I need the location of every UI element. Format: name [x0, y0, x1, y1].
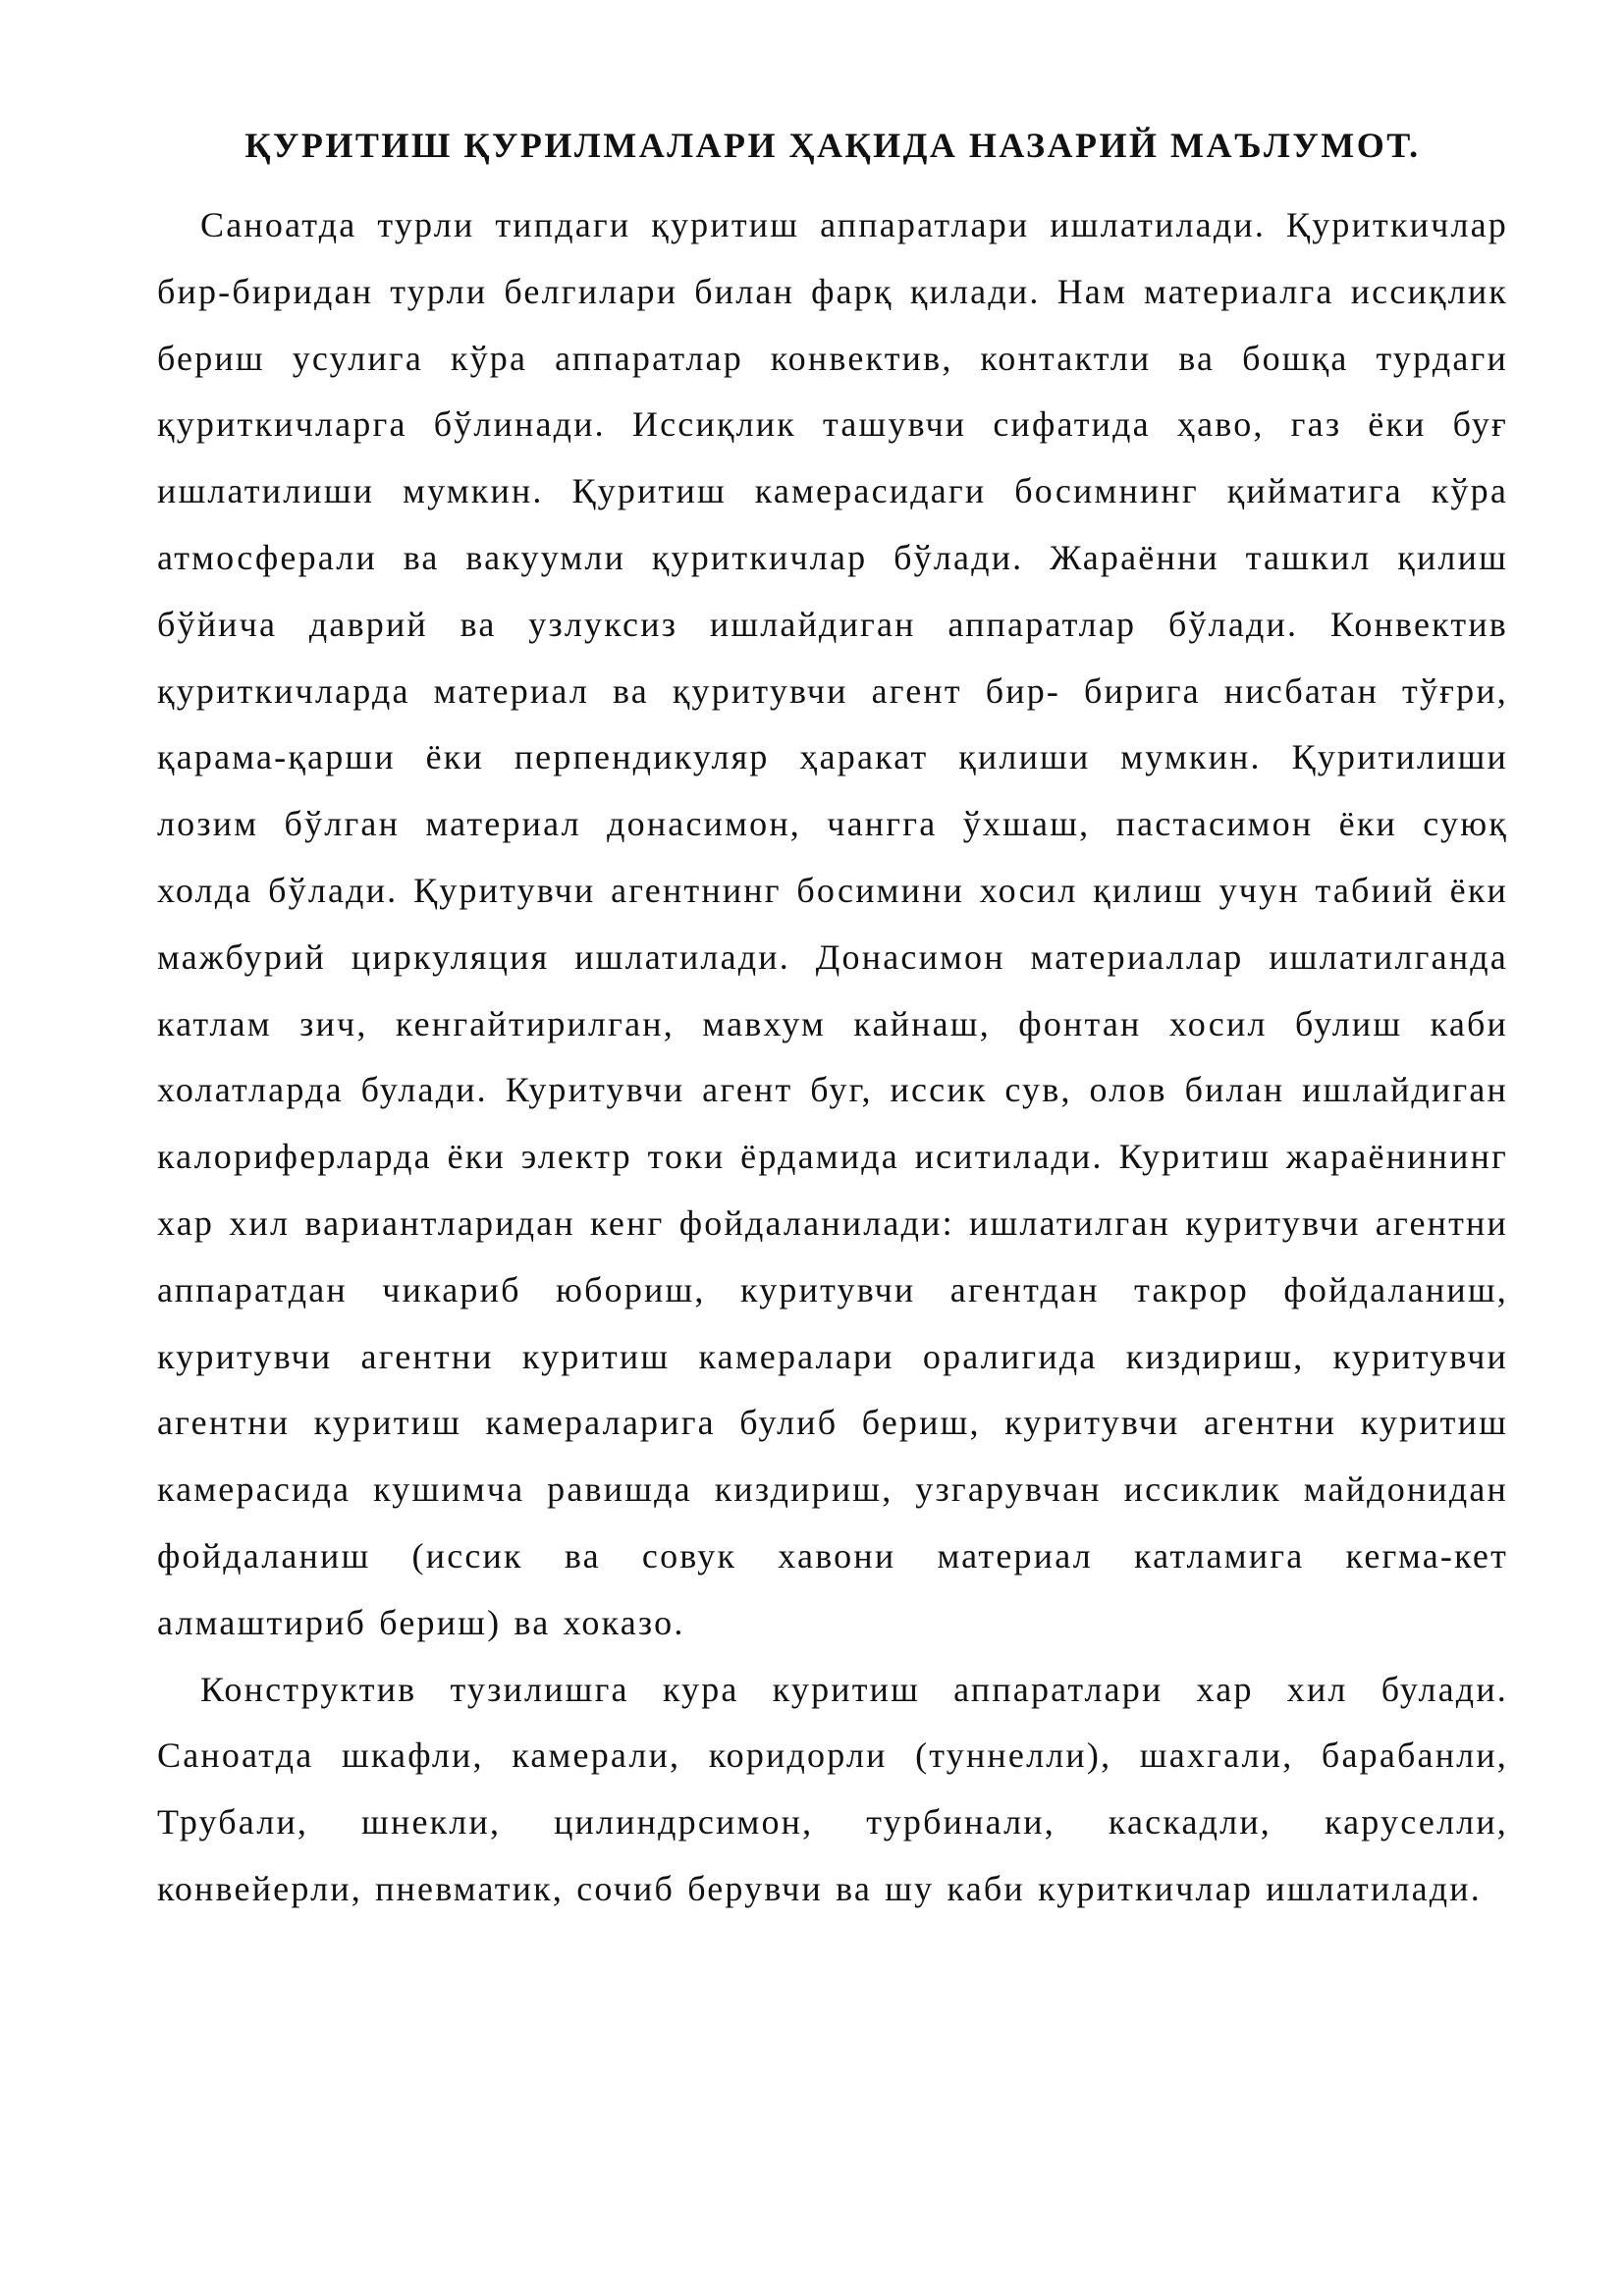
paragraph-construction: Конструктив тузилишга кура куритиш аппаратлари хар хил булади. Саноатда шкафли, камерали, коридорли (туннелли), шахгали, барабанли, Трубали, шнекли, цилиндрсимон, турбинали, каскадли, каруселли, конвейерли, пневматик, сочиб берувчи ва шу каби куриткичлар ишлатилади.	[157, 1669, 1508, 1908]
document-title: ҚУРИТИШ ҚУРИЛМАЛАРИ ҲАҚИДА НАЗАРИЙ МАЪЛУМОТ.	[244, 126, 1421, 165]
document-page	[157, 116, 1508, 1923]
paragraph-dryer-types: Саноатда турли типдаги қуритиш аппаратлари ишлатилади. Қуриткичлар бир-биридан турли белгилари билан фарқ қилади. Нам материалга иссиқлик бериш усулига кўра аппаратлар конвектив, контактли ва бошқа турдаги қуриткичларга бўлинади. Иссиқлик ташувчи сифатида ҳаво, газ ёки буғ ишлатилиши мумкин. Қуритиш камерасидаги босимнинг қийматига кўра атмосферали ва вакуумли қуриткичлар бўлади. Жараённи ташкил қилиш бўйича даврий ва узлуксиз ишлайдиган аппаратлар бўлади. Конвектив қуриткичларда материал ва қуритувчи агент бир- бирига нисбатан тўғри, қарама-қарши ёки перпендикуляр ҳаракат қилиши мумкин. Қуритилиши лозим бўлган материал донасимон, чангга ўхшаш, пастасимон ёки суюқ холда бўлади. Қуритувчи агентнинг босимини хосил қилиш учун табиий ёки мажбурий циркуляция ишлатилади. Донасимон материаллар ишлатилганда катлам зич, кенгайтирилган, мавхум кайнаш, фонтан хосил булиш каби холатларда булади. Куритувчи агент буг, иссик сув, олов билан ишлайдиган калориферларда ёки электр токи ёрдамида иситилади. Куритиш жараёнининг хар хил вариантларидан кенг фойдаланилади: ишлатилган куритувчи агентни аппаратдан чикариб юбориш, куритувчи агентдан такрор фойдаланиш, куритувчи агентни куритиш камералари оралигида киздириш, куритувчи агентни куритиш камераларига булиб бериш, куритувчи агентни куритиш камерасида кушимча равишда киздириш, узгарувчан иссиклик майдонидан фойдаланиш (иссик ва совук хавони материал катламига кегма-кет алмаштириб бериш) ва хоказо.	[157, 205, 1508, 1642]
